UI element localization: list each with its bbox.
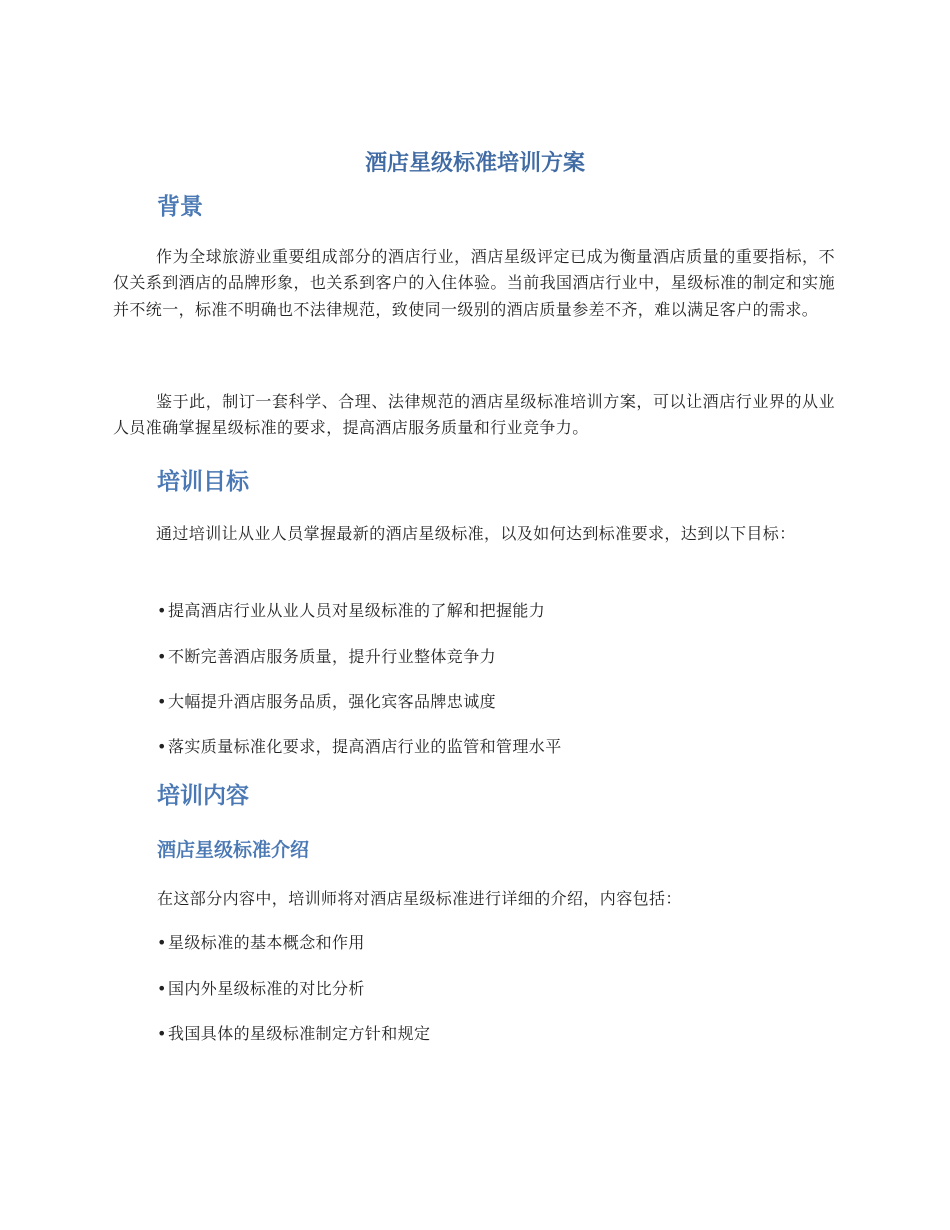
goals-list-item-text: 大幅提升酒店服务品质，强化宾客品牌忠诚度: [168, 692, 497, 711]
content-list-item: [157, 1021, 837, 1047]
content-list-item-text: 我国具体的星级标准制定方针和规定: [168, 1024, 431, 1043]
goals-list-item: [157, 644, 837, 670]
document-title: 酒店星级标准培训方案: [364, 151, 585, 176]
goals-list-item-text: 落实质量标准化要求，提高酒店行业的监管和管理水平: [168, 737, 562, 756]
goals-list-item: [157, 598, 837, 624]
section-heading-goals: 培训目标: [157, 469, 249, 495]
content-list-item: [157, 976, 837, 1002]
bullet-icon: •: [157, 737, 167, 756]
content-intro: 在这部分内容中，培训师将对酒店星级标准进行详细的介绍，内容包括：: [157, 889, 682, 908]
goals-list-item-text: 提高酒店行业从业人员对星级标准的了解和把握能力: [168, 601, 546, 620]
goals-list-item-text: 不断完善酒店服务质量，提升行业整体竞争力: [168, 647, 497, 666]
bullet-icon: •: [157, 601, 167, 620]
background-paragraph-1: 作为全球旅游业重要组成部分的酒店行业，酒店星级评定已成为衡量酒店质量的重要指标，不仅关系到酒店的品牌形象，也关系到客户的入住体验。当前我国酒店行业中，星级标准的制定和实施并不统一，标准不明确也不法律规范，致使同一级别的酒店质量参差不齐，难以满足客户的需求。: [113, 247, 835, 319]
background-paragraph-2: 鉴于此，制订一套科学、合理、法律规范的酒店星级标准培训方案，可以让酒店行业界的从业人员准确掌握星级标准的要求，提高酒店服务质量和行业竞争力。: [113, 392, 835, 438]
section-heading-content: 培训内容: [157, 783, 249, 809]
goals-list-item: [157, 734, 837, 760]
bullet-icon: •: [157, 692, 167, 711]
content-list-item-text: 星级标准的基本概念和作用: [168, 933, 365, 952]
subsection-heading-star-standard-intro: 酒店星级标准介绍: [157, 839, 310, 861]
bullet-icon: •: [157, 933, 167, 952]
content-list-item: [157, 930, 837, 956]
bullet-icon: •: [157, 647, 167, 666]
goals-intro: 通过培训让从业人员掌握最新的酒店星级标准，以及如何达到标准要求，达到以下目标：: [156, 524, 796, 543]
bullet-icon: •: [157, 979, 167, 998]
content-list-item-text: 国内外星级标准的对比分析: [168, 979, 365, 998]
bullet-icon: •: [157, 1024, 167, 1043]
goals-list-item: [157, 689, 837, 715]
section-heading-background: 背景: [157, 194, 203, 220]
